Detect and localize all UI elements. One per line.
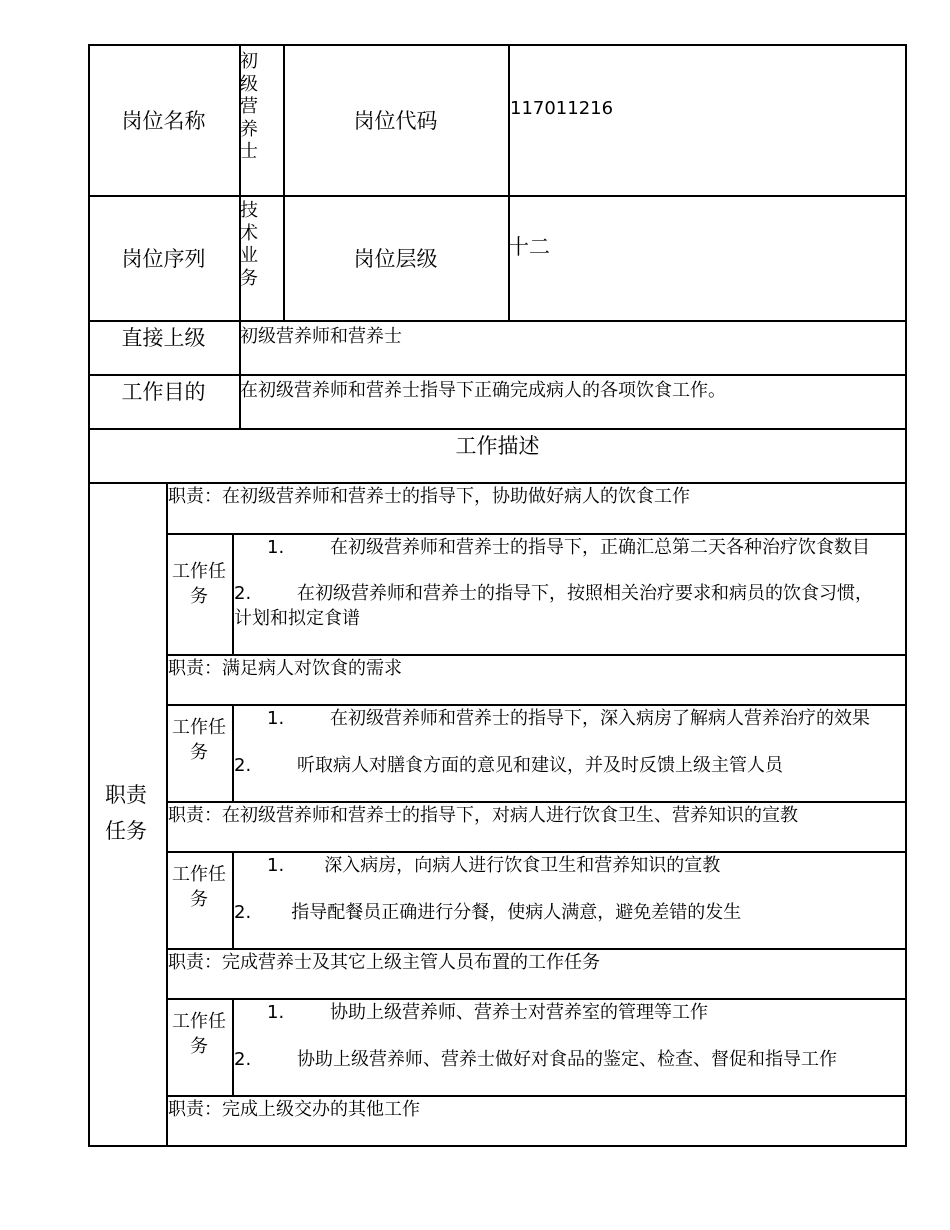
duty-3: 职责：在初级营养师和营养士的指导下，对病人进行饮食卫生、营养知识的宣教 [168,805,798,826]
task-label-3: 工作任务 [172,864,226,910]
post-code-label: 岗位代码 [353,108,438,133]
post-seq-value: 技术业务 [240,200,258,289]
duty-1-task-2: 2. 在初级营养师和营养士的指导下，按照相关治疗要求和病员的饮食习惯， [234,583,873,604]
row-divider [166,704,907,706]
duty-4-task-2: 2. 协助上级营养师、营养士做好对食品的鉴定、检查、督促和指导工作 [234,1049,837,1070]
post-seq-label: 岗位序列 [121,246,206,271]
duty-3-task-2: 2. 指导配餐员正确进行分餐，使病人满意，避免差错的发生 [234,902,742,923]
row-divider [166,533,907,535]
frame-bottom [88,1145,907,1147]
supervisor-label: 直接上级 [121,326,206,350]
duty-3-task-1: 1. 深入病房，向病人进行饮食卫生和营养知识的宣教 [267,855,721,876]
row-divider [88,482,907,484]
task-label-1: 工作任务 [172,561,226,607]
duty-1: 职责：在初级营养师和营养士的指导下，协助做好病人的饮食工作 [168,486,690,507]
col-divider [232,704,234,802]
duties-section-label: 职责任务 [105,783,147,843]
duty-1-task-2-cont: 计划和拟定食谱 [234,608,360,629]
purpose-value: 在初级营养师和营养士指导下正确完成病人的各项饮食工作。 [240,380,726,401]
col-divider [232,998,234,1096]
post-name-label: 岗位名称 [121,108,206,133]
work-description-title: 工作描述 [455,434,540,458]
post-level-value: 十二 [508,235,550,259]
duty-4: 职责：完成营养士及其它上级主管人员布置的工作任务 [168,952,600,973]
post-name-value: 初级营养士 [240,51,258,162]
post-code-value: 117011216 [510,98,614,119]
row-divider [166,998,907,1000]
duty-2: 职责：满足病人对饮食的需求 [168,658,402,679]
duty-2-task-1: 1. 在初级营养师和营养士的指导下，深入病房了解病人营养治疗的效果 [267,708,870,729]
row-divider [166,851,907,853]
row-divider [166,654,907,656]
duty-4-task-1: 1. 协助上级营养师、营养士对营养室的管理等工作 [267,1002,708,1023]
row-divider [166,1095,907,1097]
frame-right [905,44,907,1146]
col-divider [232,851,234,949]
task-label-2: 工作任务 [172,717,226,763]
row-divider [166,801,907,803]
col-divider [508,44,510,321]
row-divider [166,948,907,950]
duty-1-task-1: 1. 在初级营养师和营养士的指导下，正确汇总第二天各种治疗饮食数目 [267,537,870,558]
duty-5: 职责：完成上级交办的其他工作 [168,1099,420,1120]
supervisor-value: 初级营养师和营养士 [240,326,402,347]
duty-2-task-2: 2. 听取病人对膳食方面的意见和建议，并及时反馈上级主管人员 [234,755,783,776]
purpose-label: 工作目的 [121,380,206,404]
post-level-label: 岗位层级 [353,246,438,271]
task-label-4: 工作任务 [172,1011,226,1057]
